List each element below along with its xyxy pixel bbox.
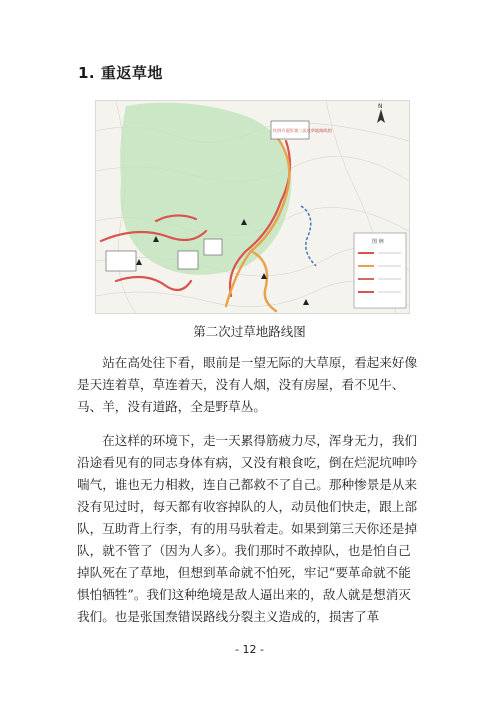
figure-caption: 第二次过草地路线图 [193, 324, 306, 339]
route-map-image [95, 100, 410, 314]
svg-text:N: N [378, 103, 383, 110]
paragraph-1: 站在高处往下看，眼前是一望无际的大草原，看起来好像是天连着草，草连着天，没有人烟，没有房屋，看不见牛、马、羊，没有道路，全是野草丛。 [77, 355, 418, 414]
page-number: - 12 - [235, 643, 264, 656]
section-heading: 1. 重返草地 [78, 64, 163, 82]
map-annotation: 红四方面军第二次过草地路线图 [273, 128, 332, 133]
map-legend [354, 233, 406, 308]
paragraph-2: 在这样的环境下，走一天累得筋疲力尽，浑身无力，我们沿途看见有的同志身体有病，又没有粮食吃，倒在烂泥坑呻吟喘气，谁也无力相救，连自己都救不了自己。那种惨景是从来没有见过时，每天都有收容掉队的人，动员他们快走，跟上部队，互助背上行李，有的用马驮着走。如果到第三天你还是掉队，就不管了（因为人多）。我们那时不敢掉队，也是怕自己掉队死在了草地，但想到革命就不怕死，牢记“要革命就不能惧怕牺牲”。我们这种绝境是敌人逼出来的，敌人就是想消灭我们。也是张国焘错误路线分裂主义造成的，损害了革 [77, 433, 418, 624]
svg-text:图 例: 图 例 [372, 239, 384, 245]
